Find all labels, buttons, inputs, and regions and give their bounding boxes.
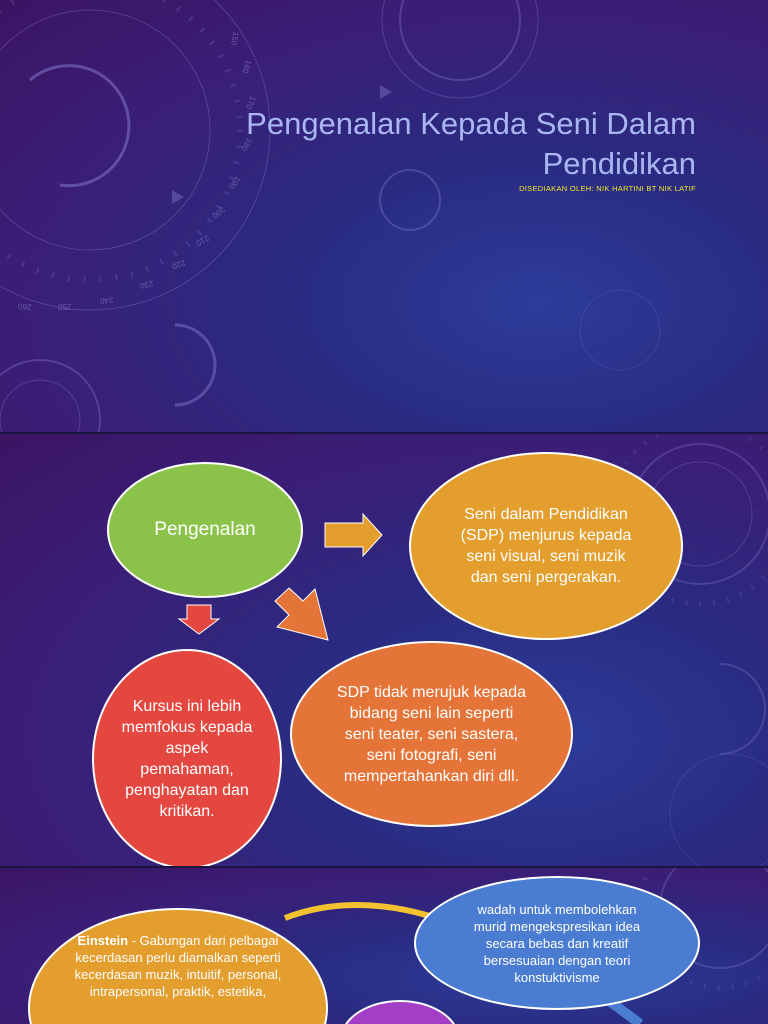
connector-arc-yellow bbox=[285, 905, 430, 918]
dial-label: 200 bbox=[210, 204, 227, 221]
node-sdp-definition bbox=[409, 452, 683, 640]
slide-3 bbox=[0, 868, 768, 1024]
slide-1 bbox=[0, 0, 768, 432]
dial-label: 250 bbox=[58, 302, 72, 311]
dial-label: 260 bbox=[17, 301, 32, 312]
right-arrow-icon bbox=[325, 514, 382, 556]
diagonal-arrow-icon bbox=[275, 588, 328, 640]
dial-label: 230 bbox=[139, 278, 155, 291]
node-einstein-text bbox=[72, 932, 284, 1000]
down-arrow-icon bbox=[179, 605, 219, 634]
einstein-description: - Gabungan dari pelbagai kecerdasan perlu diamalkan seperti kecerdasan muzik, intuitif, personal, intrapersonal, praktik, estetika, bbox=[74, 933, 282, 999]
dial-label: 220 bbox=[170, 257, 187, 272]
slide-2 bbox=[0, 434, 768, 866]
dial-label: 170 bbox=[243, 94, 258, 111]
node-pengenalan-label: Pengenalan bbox=[154, 519, 256, 540]
dial-label: 180 bbox=[239, 136, 255, 153]
node-wadah bbox=[414, 876, 700, 1010]
node-sdp-exclusion-text: SDP tidak merujuk kepada bidang seni lain seperti seni teater, seni sastera, seni fotografi, seni mempertahankan diri dll. bbox=[336, 683, 527, 785]
dial-label: 240 bbox=[99, 295, 114, 306]
dial-label: 160 bbox=[240, 58, 254, 75]
node-wadah-text: wadah untuk membolehkan murid mengekspresikan idea secara bebas dan kreatif bersesuaian dengan teori konstuktivisme bbox=[473, 901, 641, 985]
slide-title: Pengenalan Kepada Seni Dalam Pendidikan bbox=[246, 106, 696, 181]
dial-label: 190 bbox=[226, 174, 243, 191]
node-sdp-exclusion bbox=[290, 641, 573, 827]
dial-labels bbox=[0, 0, 768, 432]
einstein-name: Einstein bbox=[77, 933, 129, 948]
node-course-focus bbox=[92, 649, 282, 866]
node-sdp-definition-text: Seni dalam Pendidikan (SDP) menjurus kepada seni visual, seni muzik dan seni pergerakan. bbox=[460, 506, 632, 586]
slide-subtitle: DISEDIAKAN OLEH: NIK HARTINI BT NIK LATIF bbox=[519, 184, 696, 193]
dial-label: 210 bbox=[194, 233, 211, 248]
node-course-focus-text: Kursus ini lebih memfokus kepada aspek pemahaman, penghayatan dan kritikan. bbox=[121, 698, 253, 820]
dial-label: 150 bbox=[229, 31, 241, 46]
node-pengenalan bbox=[107, 462, 303, 598]
